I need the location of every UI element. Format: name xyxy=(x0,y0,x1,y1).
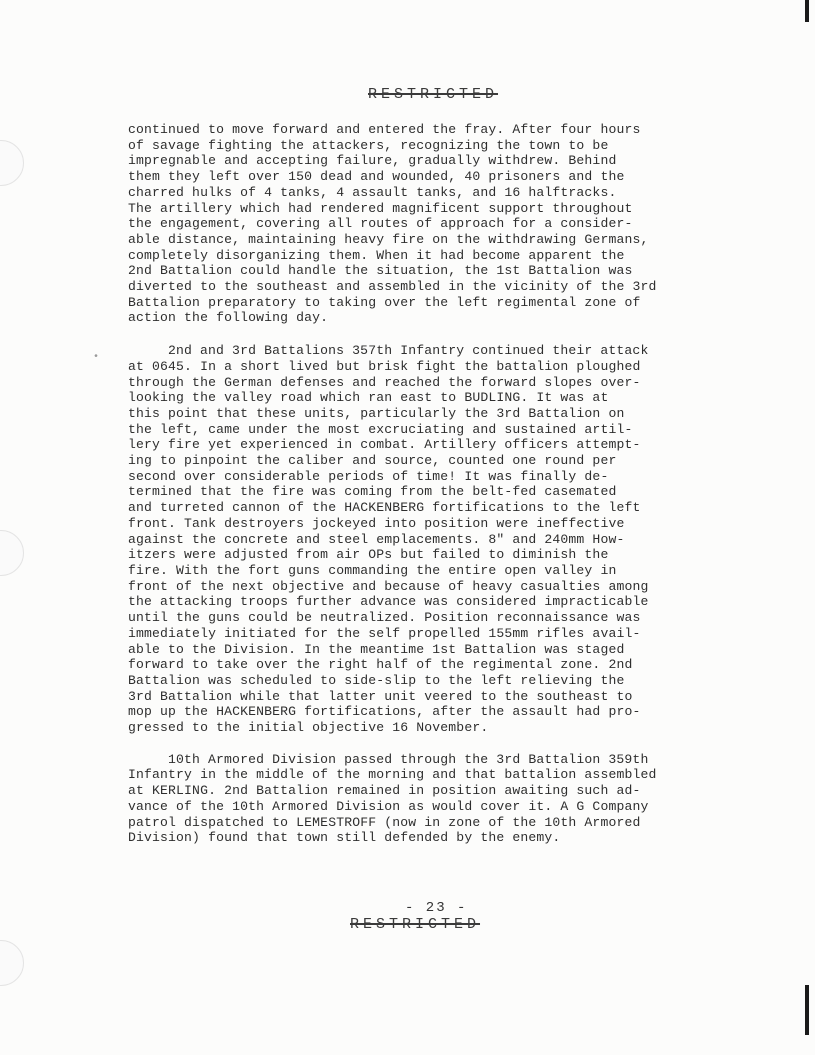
page-number: - 23 - xyxy=(405,900,468,916)
paragraph-1: continued to move forward and entered the fray. After four hours of savage fighting the attackers, recognizing the town to be impregnable and accepting failure, gradually withdrew. Behind them they left over 150 dead and wounded, 40 prisoners and the charred hulks of 4 tanks, 4 assault tanks, and 16 halftracks. The artillery which had rendered magnificent support throughout the engagement, covering all routes of approach for a consider- able distance, maintaining heavy fire on the withdrawing Germans, completely disorganizing them. When it had become apparent the 2nd Battalion could handle the situation, the 1st Battalion was diverted to the southeast and assembled in the vicinity of the 3rd Battalion preparatory to taking over the left regimental zone of action the following day. xyxy=(128,122,657,326)
binder-hole xyxy=(0,140,24,186)
restricted-stamp-bottom: RESTRICTED xyxy=(350,916,481,933)
binder-hole xyxy=(0,940,24,986)
edge-mark xyxy=(805,0,809,22)
paragraph-3: 10th Armored Division passed through the 3rd Battalion 359th Infantry in the middle of the morning and that battalion assembled at KERLING. 2nd Battalion remained in position awaiting such ad- vance of the 10th Armored Division as would cover it. A G Company patrol dispatched to LEMESTROFF (now in zone of the 10th Armored Division) found that town still defended by the enemy. xyxy=(128,751,657,846)
restricted-stamp-top: RESTRICTED xyxy=(368,86,499,103)
paragraph-2: 2nd and 3rd Battalions 357th Infantry continued their attack at 0645. In a short lived but brisk fight the battalion ploughed through the German defenses and reached the forward slopes over- looking the valley road which ran east to BUDLING. It was at this point that these units, particularly the 3rd Battalion on the left, came under the most excruciating and sustained artil- lery fire yet experienced in combat. Artillery officers attempt- ing to pinpoint the caliber and source, counted one round per second over considerable periods of time! It was finally de- termined that the fire was coming from the belt-fed casemated and turreted cannon of the HACKENBERG fortifications to the left front. Tank destroyers jockeyed into position were ineffective against the concrete and steel emplacements. 8" and 240mm How- itzers were adjusted from air OPs but failed to diminish the fire. With the fort guns commanding the entire open valley in front of the next objective and because of heavy casualties among the attacking troops further advance was considered impracticable until the guns could be neutralized. Position reconnaissance was immediately initiated for the self propelled 155mm rifles avail- able to the Division. In the meantime 1st Battalion was staged forward to take over the right half of the regimental zone. 2nd Battalion was scheduled to side-slip to the left relieving the 3rd Battalion while that latter unit veered to the southeast to mop up the HACKENBERG fortifications, after the assault had pro- gressed to the initial objective 16 November. xyxy=(128,343,649,736)
stray-mark: • xyxy=(93,352,100,363)
binder-hole xyxy=(0,530,24,576)
edge-mark xyxy=(805,985,809,1035)
document-body xyxy=(128,122,758,846)
